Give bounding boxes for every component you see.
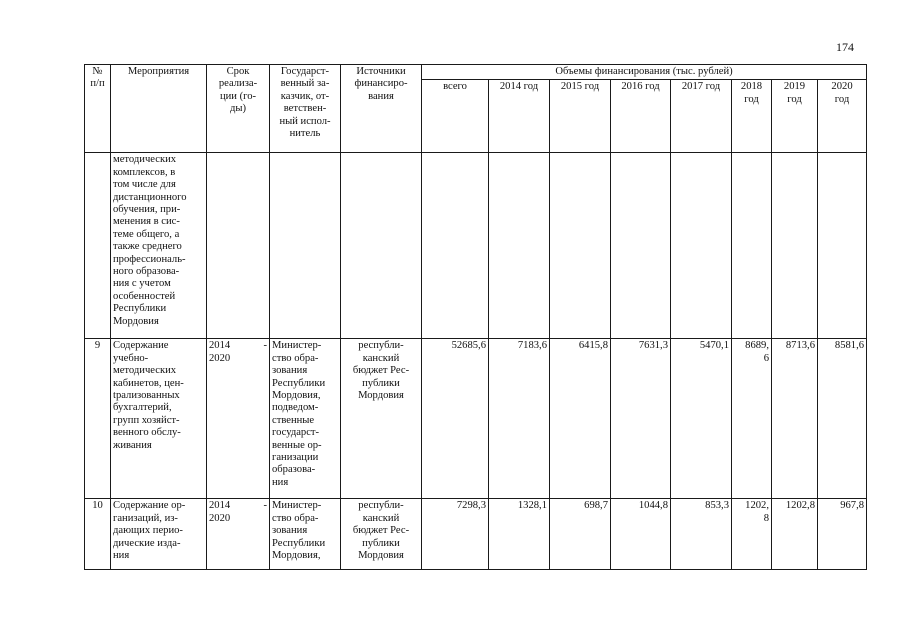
cell-value-2019: 8713,6 [772, 339, 818, 499]
header-year-2015: 2015 год [550, 80, 611, 153]
cell-customer [270, 153, 341, 339]
header-year-2019: 2019 год [772, 80, 818, 153]
header-num: № п/п [85, 65, 111, 153]
cell-sources: республи- канский бюджет Рес- публики Мордовия [341, 339, 422, 499]
table-row [85, 339, 867, 499]
cell-value-2014: 1328,1 [489, 499, 550, 570]
cell-value [671, 153, 732, 339]
header-sources: Источники финансиро- вания [341, 65, 422, 153]
cell-term [207, 499, 270, 570]
cell-value-2015: 698,7 [550, 499, 611, 570]
cell-customer: Министер- ство обра- зования Республики Мордовия, [270, 499, 341, 570]
cell-value-total: 7298,3 [422, 499, 489, 570]
header-year-2018: 2018 год [732, 80, 772, 153]
cell-event: Содержание ор- ганизаций, из- дающих перио- дические изда- ния [111, 499, 207, 570]
cell-sources: республи- канский бюджет Рес- публики Мордовия [341, 499, 422, 570]
cell-value-total: 52685,6 [422, 339, 489, 499]
cell-term [207, 339, 270, 499]
cell-value [611, 153, 671, 339]
term-end: 2020 [209, 352, 231, 364]
cell-value-2018: 8689, 6 [732, 339, 772, 499]
term-start: 2014 [209, 340, 231, 352]
table-row-continuation [85, 153, 867, 339]
cell-sources [341, 153, 422, 339]
cell-value-2015: 6415,8 [550, 339, 611, 499]
term-start: 2014 [209, 500, 231, 512]
cell-value [489, 153, 550, 339]
cell-value-2017: 853,3 [671, 499, 732, 570]
header-year-total: всего [422, 80, 489, 153]
header-year-2014: 2014 год [489, 80, 550, 153]
header-year-2017: 2017 год [671, 80, 732, 153]
cell-value-2016: 1044,8 [611, 499, 671, 570]
cell-num: 9 [85, 339, 111, 499]
page-number: 174 [836, 40, 854, 54]
cell-value [732, 153, 772, 339]
cell-value-2014: 7183,6 [489, 339, 550, 499]
header-year-2016: 2016 год [611, 80, 671, 153]
cell-value-2018: 1202, 8 [732, 499, 772, 570]
cell-event: Содержание учебно- методических кабинетов, цен- tрализованных бухгалтерий, групп хозяйст- венного обслу- живания [111, 339, 207, 499]
cell-num [85, 153, 111, 339]
header-year-2020: 2020 год [818, 80, 867, 153]
cell-value [550, 153, 611, 339]
cell-value-2019: 1202,8 [772, 499, 818, 570]
header-term: Срок реализа- ции (го- ды) [207, 65, 270, 153]
cell-value-2020: 8581,6 [818, 339, 867, 499]
table-row [85, 499, 867, 570]
cell-value [818, 153, 867, 339]
cell-value [772, 153, 818, 339]
cell-value-2016: 7631,3 [611, 339, 671, 499]
header-event: Мероприятия [111, 65, 207, 153]
term-dash: - [263, 500, 267, 512]
header-customer: Государст- венный за- казчик, от- ветствен- ный испол- нитель [270, 65, 341, 153]
cell-value-2020: 967,8 [818, 499, 867, 570]
header-row-1 [85, 65, 867, 80]
term-end: 2020 [209, 512, 231, 524]
cell-event: методических комплексов, в том числе для дистанционного обучения, при- менения в сис- теме общего, а также среднего профессиональ- ного образова- ния с учетом особенностей Республики Мордовия [111, 153, 207, 339]
financing-table [84, 64, 867, 570]
cell-term [207, 153, 270, 339]
cell-value-2017: 5470,1 [671, 339, 732, 499]
cell-value [422, 153, 489, 339]
term-dash: - [263, 340, 267, 352]
cell-num: 10 [85, 499, 111, 570]
cell-customer: Министер- ство обра- зования Республики Мордовия, подведом- ственные государст- венные ор- ганизации образова- ния [270, 339, 341, 499]
header-funding: Объемы финансирования (тыс. рублей) [422, 65, 867, 80]
